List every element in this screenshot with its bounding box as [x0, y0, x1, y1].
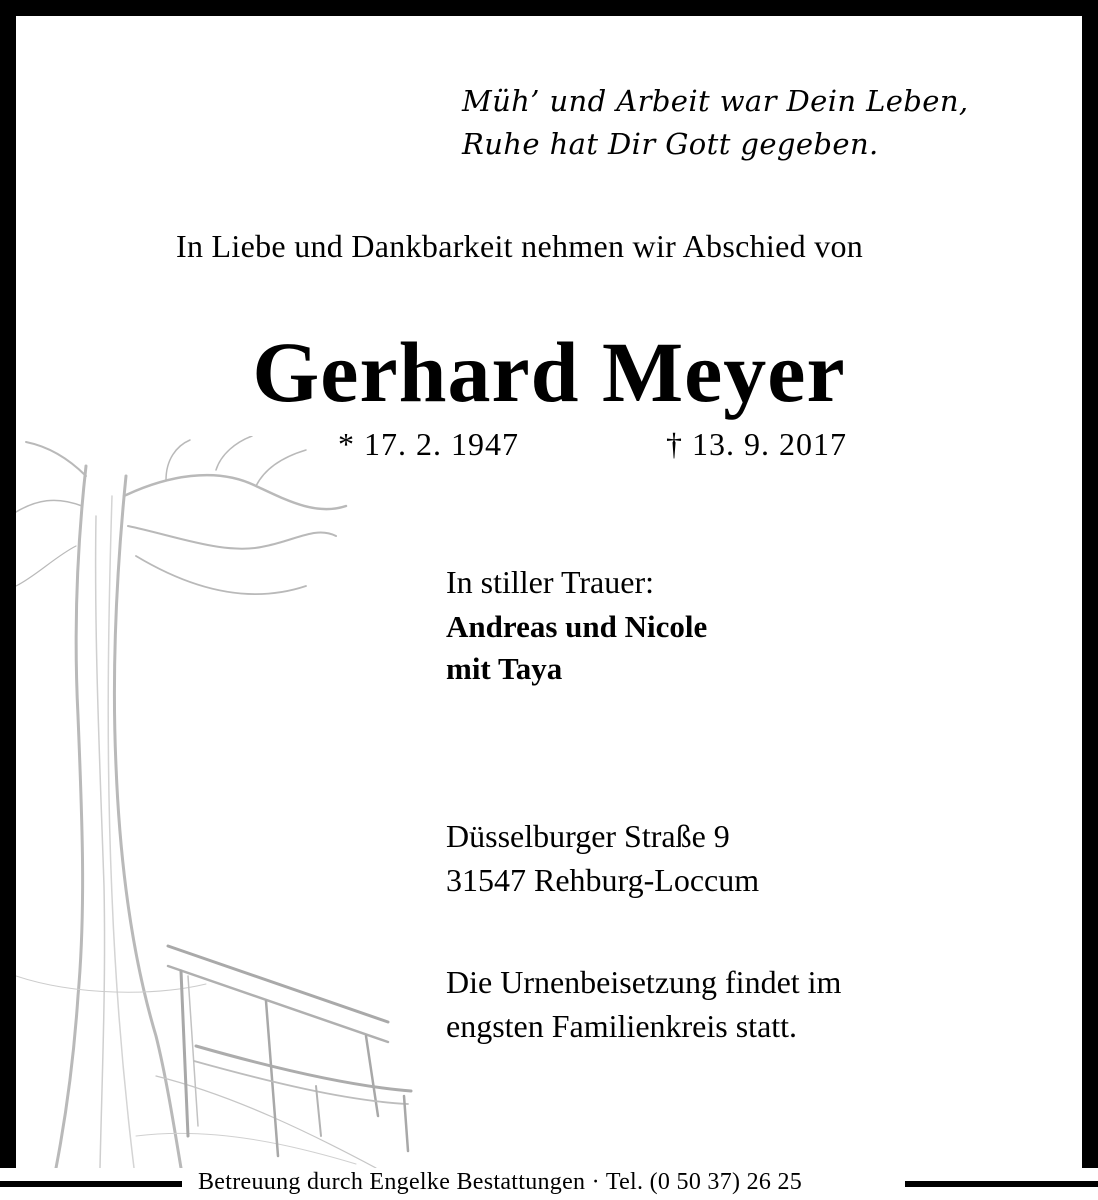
verse: [462, 80, 969, 166]
footer: [0, 1168, 1098, 1200]
birth-date: * 17. 2. 1947: [338, 426, 519, 462]
tree-and-bench-sketch-icon: [16, 436, 446, 1168]
undertaker-credit: Betreuung durch Engelke Bestattungen · Tel. (0 50 37) 26 25: [198, 1169, 803, 1195]
address: [446, 814, 759, 902]
deceased-name: Gerhard Meyer: [252, 324, 846, 420]
death-date: † 13. 9. 2017: [666, 426, 847, 462]
obituary-notice: [16, 16, 1082, 1168]
verse-line-1: Müh’ und Arbeit war Dein Leben,: [462, 84, 969, 118]
funeral-note: [446, 960, 841, 1048]
mourners-names: [446, 606, 707, 690]
mourners-line-1: Andreas und Nicole: [446, 609, 708, 644]
address-city: 31547 Rehburg-Loccum: [446, 862, 760, 898]
funeral-note-line-2: engsten Familienkreis statt.: [446, 1008, 798, 1044]
mourners-label: In stiller Trauer:: [446, 564, 654, 600]
address-street: Düsselburger Straße 9: [446, 818, 730, 854]
footer-rule-left: [0, 1181, 182, 1187]
footer-rule-right: [905, 1181, 1098, 1187]
verse-line-2: Ruhe hat Dir Gott gegeben.: [462, 127, 879, 161]
mourners-line-2: mit Taya: [446, 651, 563, 686]
funeral-note-line-1: Die Urnenbeisetzung findet im: [446, 964, 842, 1000]
farewell-intro: In Liebe und Dankbarkeit nehmen wir Abschied von: [176, 228, 864, 264]
